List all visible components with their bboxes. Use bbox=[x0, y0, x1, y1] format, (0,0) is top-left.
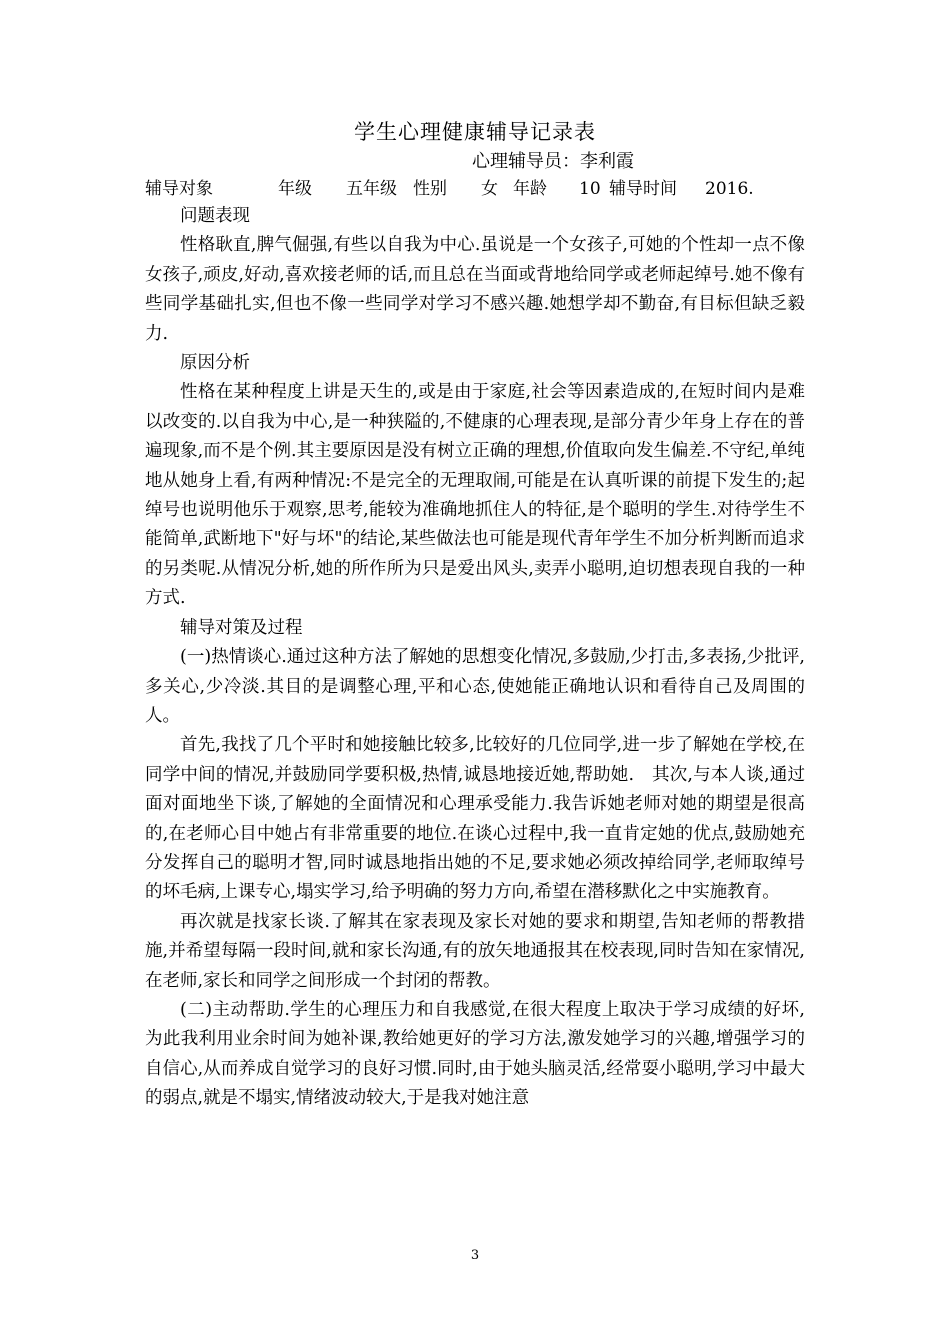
section-heading-cause: 原因分析 bbox=[180, 353, 250, 374]
paragraph: 首先,我找了几个平时和她接触比较多,比较好的几位同学,进一步了解她在学校,在同学中间的情况,并鼓励同学要积极,热情,诚恳地接近她,帮助她. 其次,与本人谈,通过面对面地坐下谈,了解她的全面情况和心理承受能力.我告诉她老师对她的期望是很高的,在老师心目中她占有非常重要的地位.在谈心过程中,我一直肯定她的优点,鼓励她充分发挥自己的聪明才智,同时诚恳地指出她的不足,要求她必须改掉给同学,老师取绰号的坏毛病,上课专心,塌实学习,给予明确的努力方向,希望在潜移默化之中实施教育。 bbox=[145, 735, 805, 903]
page-number: 3 bbox=[470, 1248, 480, 1263]
paragraph: 性格在某种程度上讲是天生的,或是由于家庭,社会等因素造成的,在短时间内是难以改变的.以自我为中心,是一种狭隘的,不健康的心理表现,是部分青少年身上存在的普遍现象,而不是个例.其主要原因是没有树立正确的理想,价值取向发生偏差.不守纪,单纯地从她身上看,有两种情况:不是完全的无理取闹,可能是在认真听课的前提下发生的;起绰号也说明他乐于观察,思考,能较为准确地抓住人的特征,是个聪明的学生.对待学生不能简单,武断地下"好与坏"的结论,某些做法也可能是现代青年学生不加分析判断而追求的另类呢.从情况分析,她的所作所为只是爱出风头,卖弄小聪明,迫切想表现自我的一种方式. bbox=[145, 382, 805, 609]
time-value: 2016. bbox=[705, 179, 754, 199]
info-row bbox=[145, 174, 825, 199]
paragraph: (一)热情谈心.通过这种方法了解她的思想变化情况,多鼓励,少打击,多表扬,少批评,多关心,少冷淡.其目的是调整心理,平和心态,使她能正确地认识和看待自己及周围的人。 bbox=[145, 647, 805, 726]
age-label: 年龄 bbox=[513, 179, 547, 199]
age-value: 10 bbox=[579, 179, 601, 199]
page-title: 学生心理健康辅导记录表 bbox=[354, 120, 596, 144]
document-body bbox=[145, 202, 805, 1114]
grade-label: 年级 bbox=[278, 179, 312, 199]
gender-label: 性别 bbox=[413, 179, 447, 199]
counselor-line: 心理辅导员：李利霞 bbox=[472, 151, 634, 172]
section-heading-strategy: 辅导对策及过程 bbox=[180, 617, 303, 638]
subject-label: 辅导对象 bbox=[145, 179, 213, 199]
time-label: 辅导时间 bbox=[609, 179, 677, 199]
grade-value: 五年级 bbox=[346, 179, 397, 199]
section-heading-problem: 问题表现 bbox=[180, 206, 250, 226]
paragraph: 再次就是找家长谈.了解其在家表现及家长对她的要求和期望,告知老师的帮教措施,并希望每隔一段时间,就和家长沟通,有的放矢地通报其在校表现,同时告知在家情况,在老师,家长和同学之间形成一个封闭的帮教。 bbox=[145, 911, 805, 991]
paragraph: 性格耿直,脾气倔强,有些以自我为中心.虽说是一个女孩子,可她的个性却一点不像女孩子,顽皮,好动,喜欢接老师的话,而且总在当面或背地给同学或老师起绰号.她不像有些同学基础扎实,但也不像一些同学对学习不感兴趣.她想学却不勤奋,有目标但缺乏毅力. bbox=[145, 235, 805, 344]
gender-value: 女 bbox=[481, 179, 498, 199]
paragraph: (二)主动帮助.学生的心理压力和自我感觉,在很大程度上取决于学习成绩的好坏,为此我利用业余时间为她补课,教给她更好的学习方法,激发她学习的兴趣,增强学习的自信心,从而养成自觉学习的良好习惯.同时,由于她头脑灵活,经常耍小聪明,学习中最大的弱点,就是不塌实,情绪波动较大,于是我对她注意 bbox=[145, 999, 805, 1109]
